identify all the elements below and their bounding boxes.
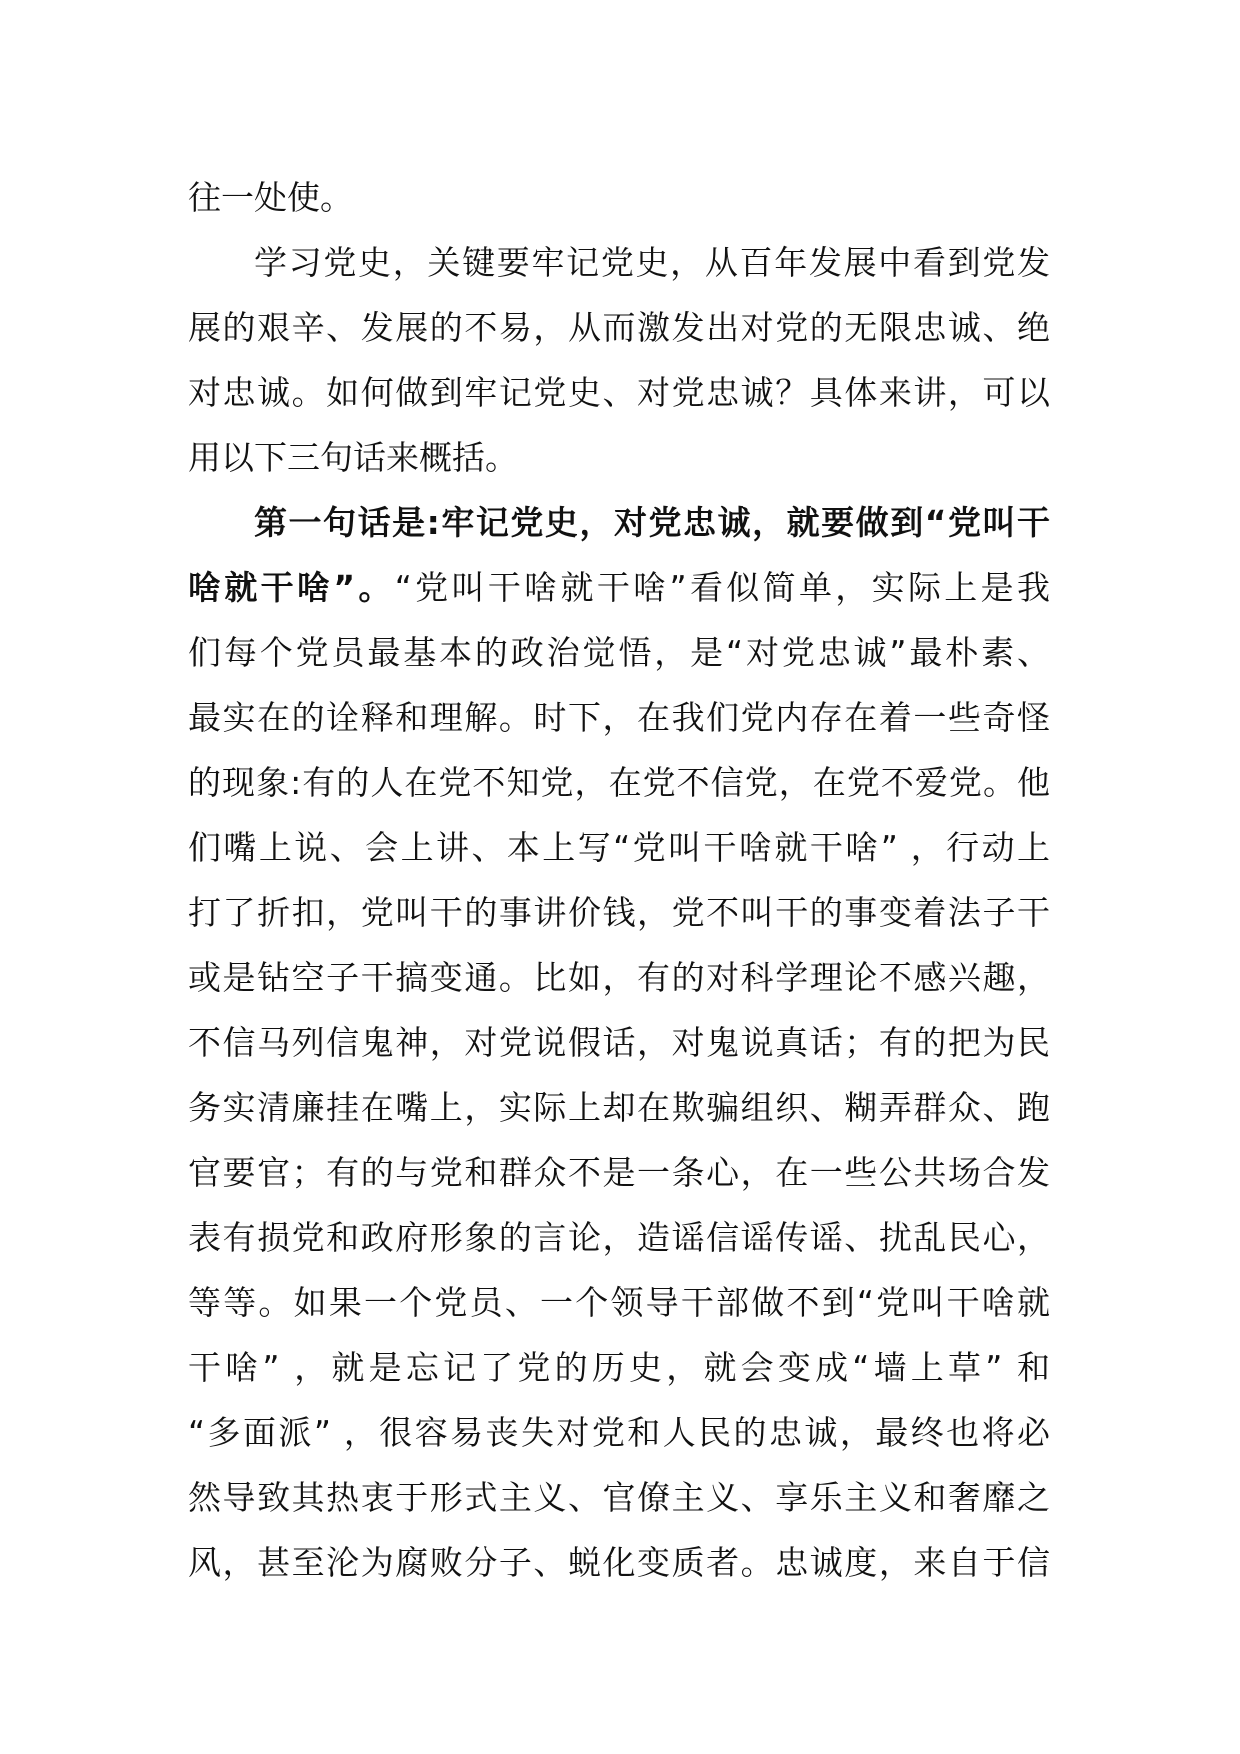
text-line: 往一处使。	[188, 178, 353, 217]
text-line: 们每个党员最基本的政治觉悟，是“对党忠诚”最朴素、	[188, 633, 1050, 672]
text-line: 等等。如果一个党员、一个领导干部做不到“党叫干啥就	[188, 1283, 1050, 1322]
bold-heading-line: 第一句话是:牢记党史，对党忠诚，就要做到“党叫干	[254, 503, 1050, 542]
text-line: 表有损党和政府形象的言论，造谣信谣传谣、扰乱民心，	[188, 1218, 1050, 1257]
text-line: 或是钻空子干搞变通。比如，有的对科学理论不感兴趣，	[188, 958, 1050, 997]
document-body	[188, 165, 1050, 1595]
text-line: 对忠诚。如何做到牢记党史、对党忠诚？具体来讲，可以	[188, 373, 1050, 412]
text-line: 展的艰辛、发展的不易，从而激发出对党的无限忠诚、绝	[188, 308, 1050, 347]
text-line: 们嘴上说、会上讲、本上写“党叫干啥就干啥” ，行动上	[188, 828, 1050, 867]
text-line: 干啥” ，就是忘记了党的历史，就会变成“墙上草” 和	[188, 1348, 1050, 1387]
text-line: “多面派” ，很容易丧失对党和人民的忠诚，最终也将必	[188, 1413, 1050, 1452]
text-line: 打了折扣，党叫干的事讲价钱，党不叫干的事变着法子干	[188, 893, 1050, 932]
text-line: 务实清廉挂在嘴上，实际上却在欺骗组织、糊弄群众、跑	[188, 1088, 1050, 1127]
text-line: 学习党史，关键要牢记党史，从百年发展中看到党发	[254, 243, 1050, 282]
quote-phrase: “党叫干啥就干啥	[394, 568, 670, 607]
text-line: 的现象:有的人在党不知党，在党不信党，在党不爱党。他	[188, 763, 1050, 802]
line-tail: ”看似简单，实际上是我	[669, 568, 1050, 607]
bold-heading-end: 啥就干啥”。	[188, 568, 395, 607]
text-line: 然导致其热衷于形式主义、官僚主义、享乐主义和奢靡之	[188, 1478, 1050, 1517]
text-line: 不信马列信鬼神，对党说假话，对鬼说真话；有的把为民	[188, 1023, 1050, 1062]
text-line: 最实在的诠释和理解。时下，在我们党内存在着一些奇怪	[188, 698, 1050, 737]
text-line: 风，甚至沦为腐败分子、蜕化变质者。忠诚度，来自于信	[188, 1543, 1050, 1582]
text-line: 用以下三句话来概括。	[188, 438, 518, 477]
text-line-mixed	[188, 555, 1050, 620]
text-line: 官要官；有的与党和群众不是一条心，在一些公共场合发	[188, 1153, 1050, 1192]
